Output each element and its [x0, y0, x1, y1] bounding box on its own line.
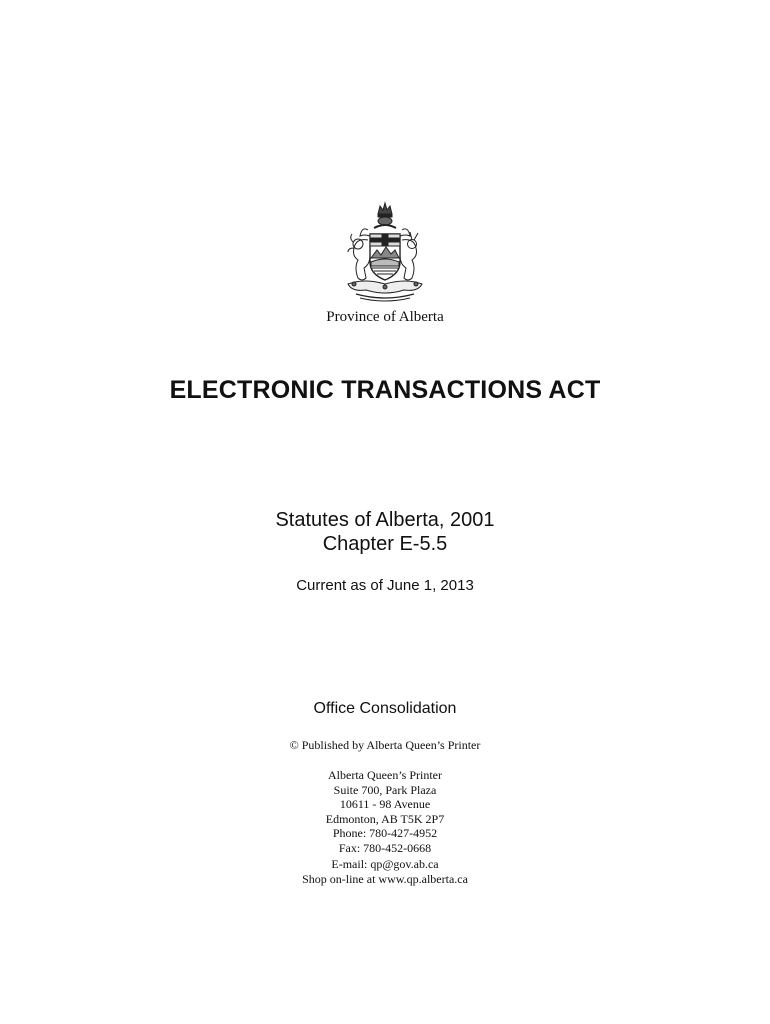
office-consolidation: Office Consolidation [313, 700, 457, 717]
phone-line: Phone: 780-427-4952 [332, 826, 438, 840]
statutes-line: Statutes of Alberta, 2001 [275, 509, 495, 531]
statute-citation [0, 508, 770, 556]
address-line: Alberta Queen’s Printer [328, 768, 442, 782]
published-notice: © Published by Alberta Queen’s Printer [289, 738, 481, 752]
email-line: E-mail: qp@gov.ab.ca [331, 857, 439, 871]
printer-contact [0, 857, 770, 886]
address-line: Edmonton, AB T5K 2P7 [325, 811, 445, 826]
printer-address [0, 768, 770, 855]
current-as-of: Current as of June 1, 2013 [296, 577, 474, 594]
address-line: 10611 - 98 Avenue [339, 797, 431, 811]
chapter-line: Chapter E-5.5 [322, 533, 448, 555]
fax-line: Fax: 780-452-0668 [338, 840, 432, 855]
alberta-coat-of-arms-icon [334, 200, 436, 304]
province-name: Province of Alberta [326, 309, 444, 325]
website-line: Shop on-line at www.qp.alberta.ca [302, 871, 468, 886]
address-line: Suite 700, Park Plaza [333, 782, 437, 797]
act-title: ELECTRONIC TRANSACTIONS ACT [169, 376, 601, 404]
